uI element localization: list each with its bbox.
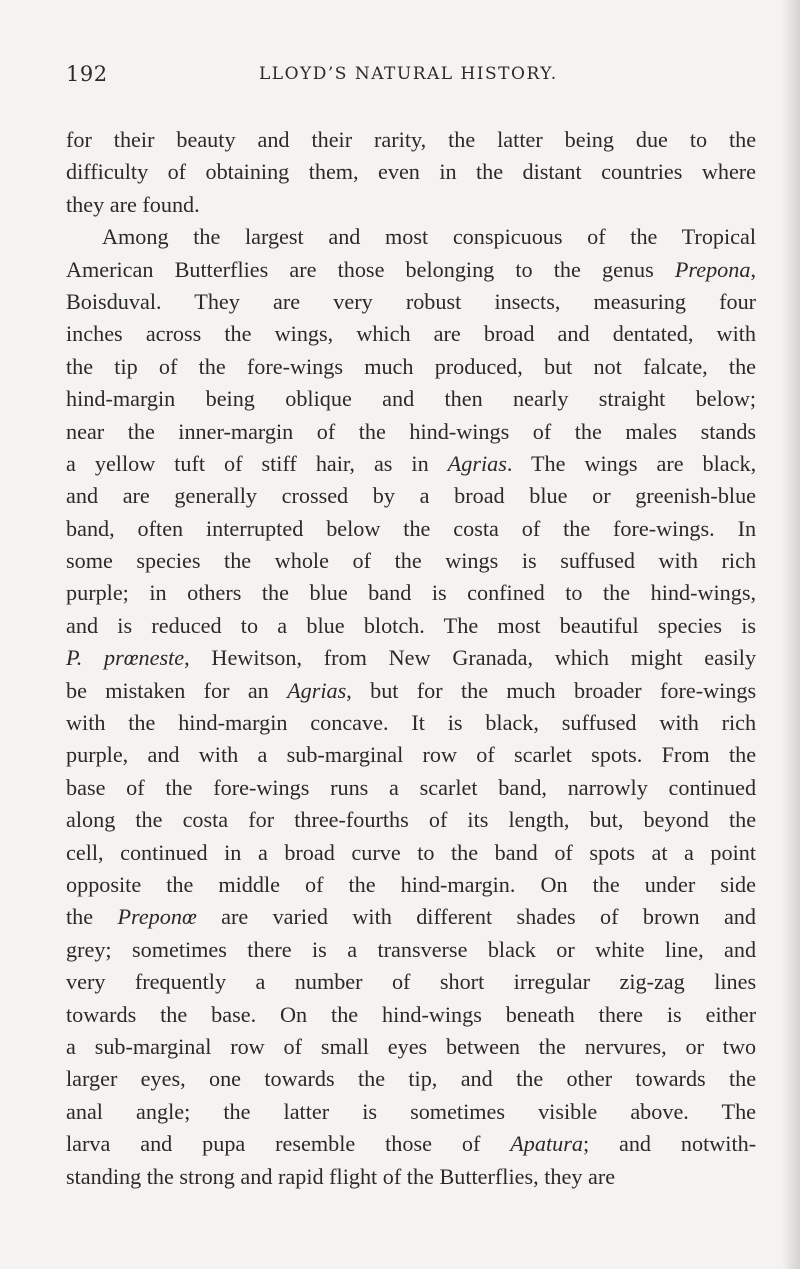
text-line: the tip of the fore-wings much produced, but not falcate, the: [66, 353, 757, 379]
text-line: very frequently a number of short irregular zig-zag lines: [66, 969, 757, 995]
text-line: a sub-marginal row of small eyes between the nervures, or two: [66, 1033, 757, 1059]
text-line: larva and pupa resemble those of Apatura; and notwith-: [66, 1131, 757, 1157]
text-line: purple; in others the blue band is confined to the hind-wings,: [66, 580, 757, 606]
text-line: grey; sometimes there is a transverse black or white line, and: [66, 936, 757, 962]
text-line: inches across the wings, which are broad and dentated, with: [66, 321, 756, 347]
text-line: and are generally crossed by a broad blue or greenish-blue: [66, 483, 757, 509]
text-line: Boisduval. They are very robust insects, measuring four: [66, 288, 757, 314]
page-header: [66, 62, 756, 92]
page-number: 192: [66, 62, 108, 86]
text-line: difficulty of obtaining them, even in the distant countries where: [66, 159, 757, 185]
text-line: be mistaken for an Agrias, but for the much broader fore-wings: [66, 677, 757, 703]
text-line: P. prœneste, Hewitson, from New Granada, which might easily: [66, 645, 757, 671]
text-line: a yellow tuft of stiff hair, as in Agrias. The wings are black,: [66, 450, 757, 476]
text-line: purple, and with a sub-marginal row of scarlet spots. From the: [66, 742, 757, 768]
body-text: [66, 124, 756, 1193]
text-line: band, often interrupted below the costa of the fore-wings. In: [66, 515, 757, 541]
running-head: LLOYD’S NATURAL HISTORY.: [259, 64, 558, 84]
text-line: near the inner-margin of the hind-wings of the males stands: [66, 418, 757, 444]
text-line: for their beauty and their rarity, the latter being due to the: [66, 127, 757, 152]
text-line: the Preponœ are varied with different shades of brown and: [66, 904, 756, 930]
text-line: along the costa for three-fourths of its length, but, beyond the: [66, 807, 757, 833]
text-line: with the hind-margin concave. It is black, suffused with rich: [66, 710, 757, 736]
text-line: Among the largest and most conspicuous of the Tropical: [102, 224, 757, 250]
text-line: they are found.: [66, 191, 200, 217]
text-line: larger eyes, one towards the tip, and the other towards the: [66, 1066, 757, 1092]
page-edge-shadow: [782, 0, 800, 1269]
text-line: some species the whole of the wings is suffused with rich: [66, 548, 757, 574]
text-line: hind-margin being oblique and then nearly straight below;: [66, 386, 757, 412]
text-line: and is reduced to a blue blotch. The most beautiful species is: [66, 612, 757, 638]
text-line: base of the fore-wings runs a scarlet band, narrowly continued: [66, 774, 757, 800]
text-line: opposite the middle of the hind-margin. On the under side: [66, 871, 756, 897]
text-line: anal angle; the latter is sometimes visible above. The: [66, 1098, 757, 1124]
text-line: towards the base. On the hind-wings beneath there is either: [66, 1001, 757, 1027]
text-line: standing the strong and rapid flight of the Butterflies, they are: [66, 1163, 616, 1189]
text-line: American Butterflies are those belonging to the genus Prepona,: [66, 256, 756, 282]
text-line: cell, continued in a broad curve to the band of spots at a point: [66, 839, 757, 865]
